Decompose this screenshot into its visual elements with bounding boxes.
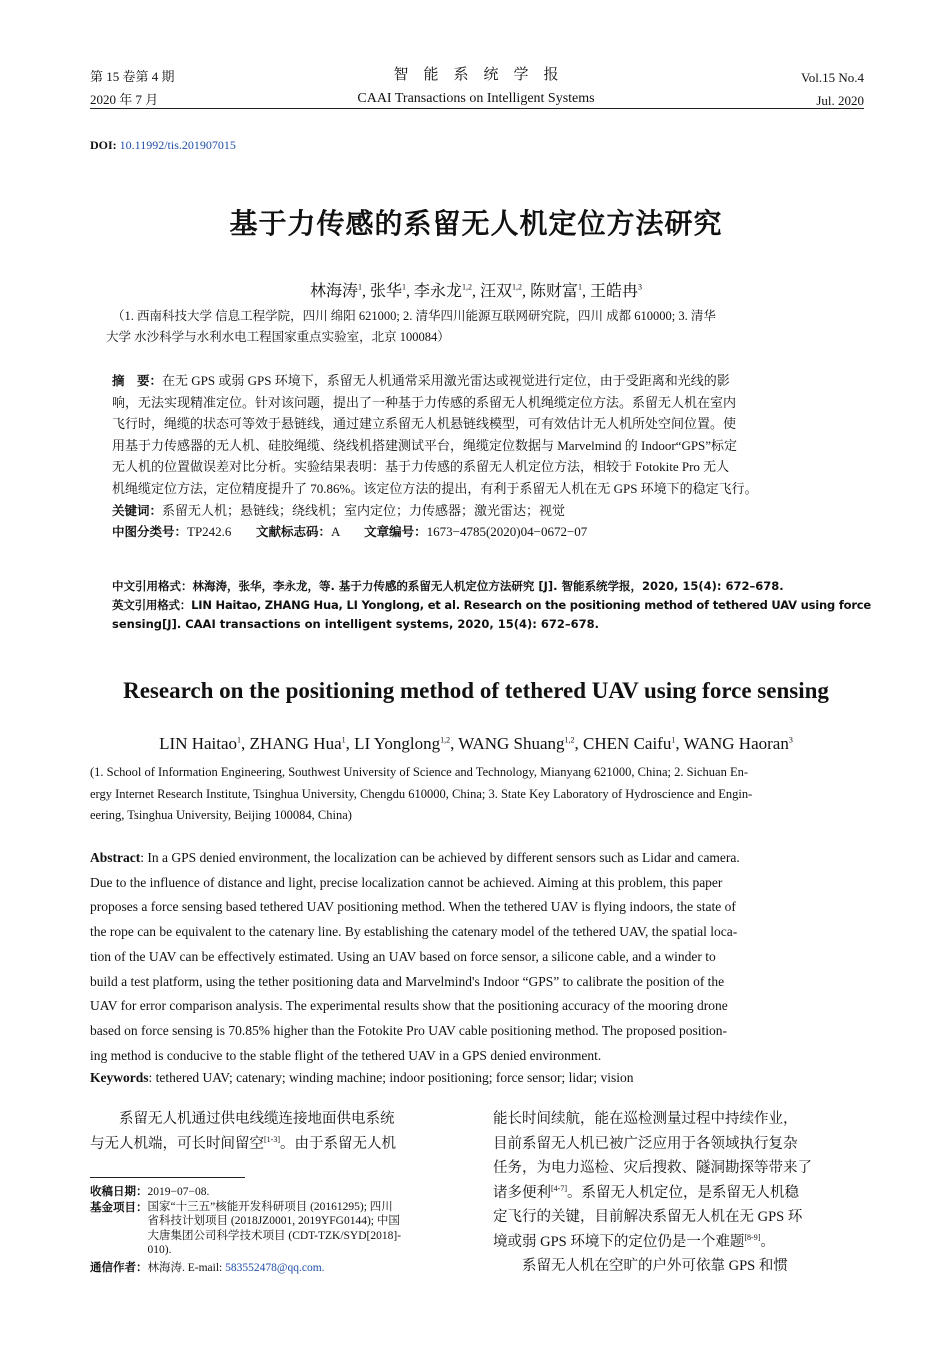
author-cn: 李永龙$^{1,2}$, <box>413 282 480 300</box>
received-date: 收稿日期：2019−07−08. <box>90 1184 210 1198</box>
abstract-cn: 摘 要：在无 GPS 或弱 GPS 环境下，系留无人机通常采用激光雷达或视觉进行定位，由于受距离和光线的影 响，无法实现精准定位。针对该问题，提出了一种基于力传感的系留无人机绳缆定位方法。系留无人机在室内 飞行时，绳缆的状态可等效于悬链线，通过建立系留无人机悬链线模型，可有效估计无人机所处空间位置。使 用基于力传感器的无人机、硅胶绳缆、绕线机搭建测试平台，绳缆定位数据与 Marvelmind 的 Indoor“GPS”标定 无人机的位置做误差对比分析。实验结果表明：基于力传感的系留无人机定位方法，相较于 Fotokite Pro 无人 机绳缆定位方法，定位精度提升了 70.86%。该定位方法的提出，有利于系留无人机在无 GPS 环境下的稳定飞行。 关键词：系留无人机；悬链线；绕线机；室内定位；力传感器；激光雷达；视觉 中图分类号：TP242.6 文献标志码：A 文章编号：1673−4785(2020)04−0672−07 <box>112 370 864 543</box>
keywords-cn: 关键词：系留无人机；悬链线；绕线机；室内定位；力传感器；激光雷达；视觉 <box>112 502 566 518</box>
fund-info: 基金项目： 国家“十三五”核能开发科研项目 (20161295); 四川 省科技计划项目 (2018JZ0001, 2019YFG0144); 中国 大唐集团公司科学技术项目 (CDT-TZK/SYD[2018]- 010). <box>90 1199 402 1256</box>
doi-line <box>90 138 236 153</box>
author-cn: 林海涛$^1$, <box>309 282 370 300</box>
author-cn: 张华$^1$, <box>369 282 414 300</box>
body-right-column: 能长时间续航，能在巡检测量过程中持续作业， 目前系留无人机已被广泛应用于各领域执行复杂 任务，为电力巡检、灾后搜救、隧洞勘探等带来了 诸多便利[4-7]。系留无人机定位，是系留无人机稳 定飞行的关键，目前解决系留无人机在无 GPS 环 境或弱 GPS 环境下的定位仍是一个难题[8-9]。 系留无人机在空旷的户外可依靠 GPS 和惯 <box>493 1111 812 1274</box>
author-en: WANG Haoran$^3$ <box>683 734 793 753</box>
author-en: ZHANG Hua$^1$, <box>249 734 355 753</box>
keywords-en: Keywords: tethered UAV; catenary; winding machine; indoor positioning; force sensor; lidar; vision <box>90 1070 634 1086</box>
abstract-en: Abstract: In a GPS denied environment, the localization can be achieved by different sensors such as Lidar and camera. Due to the influence of distance and light, precise localization cannot be achieved. Aiming at this problem, this paper proposes a force sensing based tethered UAV positioning method. When the tethered UAV is flying indoors, the state of the rope can be equivalent to the catenary line. By establishing the catenary model of the tethered UAV, the spatial loca- tion of the UAV can be effectively estimated. Using an UAV based on force sensor, a silicone cable, and a winder to build a test platform, using the tether positioning data and Marvelmind's Indoor “GPS” to calibrate the position of the UAV for error comparison analysis. The experimental results show that the positioning accuracy of the mooring drone based on force sensing is 70.85% higher than the Fotokite Pro UAV cable positioning method. The proposed position- ing method is conducive to the stable flight of the tethered UAV in a GPS denied environment. Keywords: tethered UAV; catenary; winding machine; indoor positioning; force sensor; lidar; vision <box>90 846 864 1088</box>
title-en: Research on the positioning method of tethered UAV using force sensing <box>123 678 829 703</box>
header-volume-cn: 第 15 卷第 4 期 <box>90 69 175 84</box>
author-en: LIN Haitao$^1$, <box>159 734 250 753</box>
header-rule <box>90 108 864 109</box>
author-en: LI Yonglong$^{1,2}$, <box>354 734 459 753</box>
abstract-en-label: Abstract <box>90 850 141 865</box>
authors-en <box>0 734 952 754</box>
classification-line: 中图分类号：TP242.6 文献标志码：A 文章编号：1673−4785(2020)04−0672−07 <box>112 524 588 540</box>
author-cn: 陈财富$^1$, <box>530 282 591 300</box>
author-cn: 汪双$^{1,2}$, <box>480 282 531 300</box>
header-journal-cn: 智 能 系 统 学 报 <box>393 67 559 83</box>
header-date-cn: 2020 年 7 月 <box>90 92 159 107</box>
title-cn: 基于力传感的系留无人机定位方法研究 <box>229 207 723 240</box>
citation-block <box>112 577 872 634</box>
header-date-en: Jul. 2020 <box>816 93 864 108</box>
author-en: CHEN Caifu$^1$, <box>583 734 684 753</box>
doi-label: DOI: <box>90 138 117 152</box>
abstract-cn-label: 摘 要： <box>112 373 163 388</box>
email-link[interactable]: 583552478@qq.com. <box>225 1261 325 1274</box>
corresponding-author: 通信作者：林海涛. E-mail: 583552478@qq.com. <box>90 1259 325 1274</box>
citation-cn: 中文引用格式：林海涛，张华，李永龙，等. 基于力传感的系留无人机定位方法研究 [J]. 智能系统学报，2020, 15(4): 672–678. <box>112 579 784 593</box>
footnotes <box>90 1184 462 1275</box>
affiliation-cn: （1. 西南科技大学 信息工程学院，四川 绵阳 621000; 2. 清华四川能源互联网研究院，四川 成都 610000; 3. 清华 大学 水沙科学与水利水电工程国家重点实验室，北京 100084） <box>106 309 716 344</box>
footnote-rule <box>90 1177 245 1178</box>
body-left-column: 系留无人机通过供电线缆连接地面供电系统 与无人机端，可长时间留空[1-3]。由于系留无人机 <box>90 1111 396 1152</box>
affiliation-en: (1. School of Information Engineering, Southwest University of Science and Technology, Mianyang 621000, China; 2. Sichuan En- ergy Internet Research Institute, Tsinghua University, Chengdu 610000, China; 3. State Key Laboratory of Hydroscience and Engin- eering, Tsinghua University, Beijing 100084, China) <box>90 765 753 822</box>
header-volume-en: Vol.15 No.4 <box>801 70 864 85</box>
header-journal-en: CAAI Transactions on Intelligent Systems <box>357 91 595 106</box>
author-cn: 王皓冉$^3$ <box>590 282 643 300</box>
doi-link[interactable]: 10.11992/tis.201907015 <box>119 138 236 152</box>
authors-cn <box>0 278 952 301</box>
author-en: WANG Shuang$^{1,2}$, <box>458 734 584 753</box>
citation-en-cont: sensing[J]. CAAI transactions on intelligent systems, 2020, 15(4): 672–678. <box>112 617 600 631</box>
citation-en: 英文引用格式：LIN Haitao, ZHANG Hua, LI Yonglong, et al. Research on the positioning method of tethered UAV using force <box>112 598 872 612</box>
